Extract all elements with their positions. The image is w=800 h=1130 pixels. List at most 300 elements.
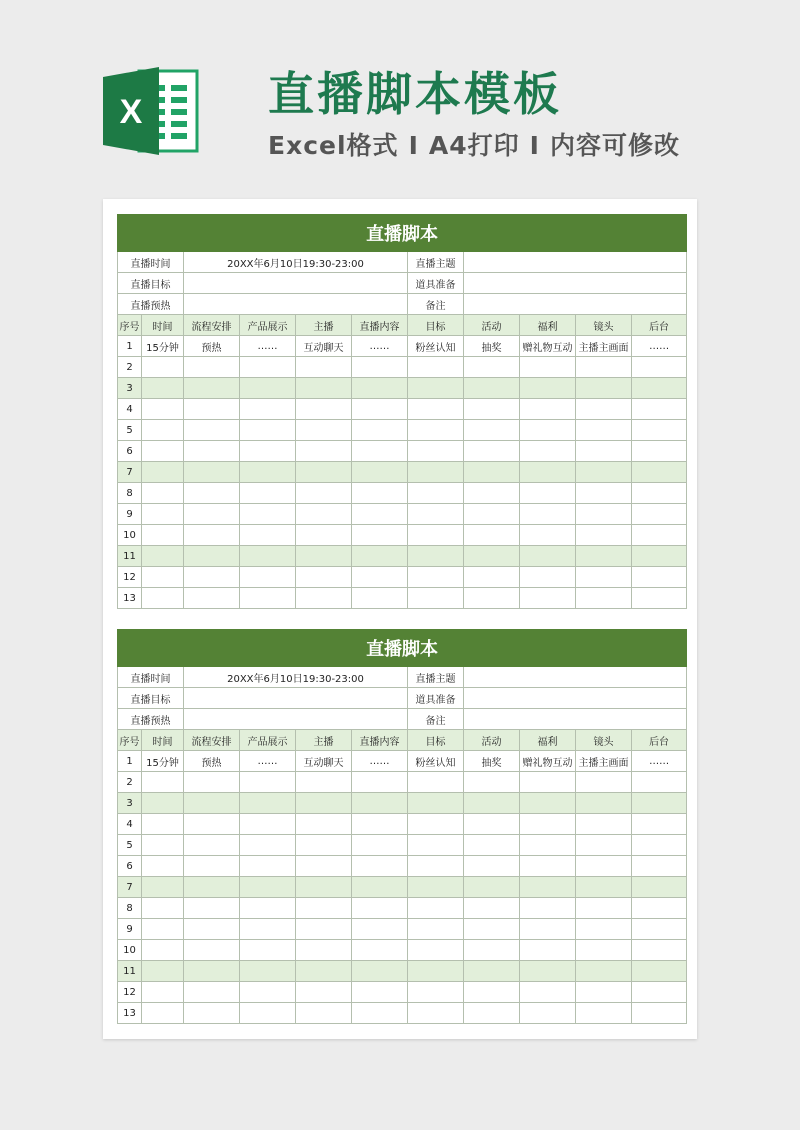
table-cell[interactable] (296, 772, 352, 793)
table-cell[interactable] (576, 940, 632, 961)
table-cell[interactable] (240, 793, 296, 814)
table-row (118, 378, 687, 399)
table-cell[interactable] (142, 357, 184, 378)
table-cell[interactable] (520, 856, 576, 877)
table-cell[interactable] (142, 483, 184, 504)
script-table-2 (117, 629, 687, 1024)
table-cell[interactable] (520, 420, 576, 441)
table-cell[interactable] (184, 919, 240, 940)
table-cell[interactable] (296, 856, 352, 877)
table-cell[interactable] (352, 420, 408, 441)
table-cell[interactable] (352, 588, 408, 609)
column-header: 时间 (142, 315, 184, 336)
table-cell[interactable] (142, 877, 184, 898)
table-cell[interactable] (408, 504, 464, 525)
table-cell[interactable] (352, 567, 408, 588)
table-cell[interactable] (142, 441, 184, 462)
table-cell[interactable] (576, 877, 632, 898)
table-cell[interactable] (142, 940, 184, 961)
table-cell[interactable] (352, 940, 408, 961)
table-cell[interactable]: …… (240, 336, 296, 357)
table-cell[interactable] (296, 961, 352, 982)
table-cell[interactable] (576, 772, 632, 793)
table-cell[interactable] (632, 420, 687, 441)
table-cell[interactable] (464, 567, 520, 588)
table-cell[interactable] (352, 441, 408, 462)
table-cell[interactable] (632, 357, 687, 378)
row-number: 3 (118, 793, 142, 814)
table-cell[interactable] (184, 546, 240, 567)
note-value[interactable] (464, 709, 687, 730)
table-cell[interactable]: …… (352, 336, 408, 357)
table-cell[interactable] (142, 1003, 184, 1024)
table-cell[interactable] (464, 504, 520, 525)
table-cell[interactable] (520, 898, 576, 919)
table-cell[interactable] (576, 982, 632, 1003)
table-title: 直播脚本 (118, 630, 687, 667)
table-cell[interactable] (632, 835, 687, 856)
table-cell[interactable] (408, 898, 464, 919)
table-cell[interactable] (184, 1003, 240, 1024)
table-cell[interactable] (296, 525, 352, 546)
row-number: 13 (118, 1003, 142, 1024)
table-cell[interactable] (408, 525, 464, 546)
table-row (118, 483, 687, 504)
table-cell[interactable] (240, 504, 296, 525)
table-cell[interactable] (632, 940, 687, 961)
table-cell[interactable] (352, 772, 408, 793)
row-number: 11 (118, 961, 142, 982)
row-number: 4 (118, 399, 142, 420)
table-cell[interactable] (632, 1003, 687, 1024)
table-cell[interactable] (464, 399, 520, 420)
table-cell[interactable] (240, 525, 296, 546)
table-cell[interactable] (240, 898, 296, 919)
table-cell[interactable] (520, 814, 576, 835)
table-cell[interactable] (352, 982, 408, 1003)
table-cell[interactable] (464, 357, 520, 378)
table-cell[interactable] (184, 420, 240, 441)
table-cell[interactable] (142, 961, 184, 982)
table-cell[interactable] (408, 462, 464, 483)
table-cell[interactable] (184, 982, 240, 1003)
table-cell[interactable] (240, 919, 296, 940)
live-goal-label: 直播目标 (118, 273, 184, 294)
row-number: 8 (118, 898, 142, 919)
table-cell[interactable] (352, 357, 408, 378)
table-cell[interactable] (464, 546, 520, 567)
table-cell[interactable] (352, 399, 408, 420)
table-cell[interactable] (142, 835, 184, 856)
table-cell[interactable] (632, 793, 687, 814)
table-cell[interactable] (520, 357, 576, 378)
table-cell[interactable] (142, 378, 184, 399)
table-cell[interactable] (464, 814, 520, 835)
table-cell[interactable] (520, 877, 576, 898)
table-cell[interactable] (576, 441, 632, 462)
table-cell[interactable] (352, 919, 408, 940)
table-cell[interactable] (408, 588, 464, 609)
table-cell[interactable] (576, 483, 632, 504)
table-cell[interactable] (576, 357, 632, 378)
table-row (118, 898, 687, 919)
table-cell[interactable] (352, 898, 408, 919)
table-cell[interactable] (632, 814, 687, 835)
table-cell[interactable] (408, 483, 464, 504)
table-cell[interactable] (408, 793, 464, 814)
table-cell[interactable] (296, 982, 352, 1003)
table-cell[interactable]: …… (632, 751, 687, 772)
table-cell[interactable] (296, 814, 352, 835)
table-cell[interactable] (408, 814, 464, 835)
column-header: 序号 (118, 315, 142, 336)
column-header: 目标 (408, 315, 464, 336)
table-cell[interactable] (576, 898, 632, 919)
table-cell[interactable] (240, 961, 296, 982)
table-cell[interactable] (576, 399, 632, 420)
table-cell[interactable] (352, 546, 408, 567)
table-cell[interactable] (184, 504, 240, 525)
table-cell[interactable] (408, 856, 464, 877)
table-cell[interactable] (184, 961, 240, 982)
table-cell[interactable] (576, 378, 632, 399)
table-cell[interactable] (142, 525, 184, 546)
live-time-value[interactable]: 20XX年6月10日19:30-23:00 (184, 252, 408, 273)
table-cell[interactable] (352, 525, 408, 546)
table-cell[interactable] (520, 483, 576, 504)
table-cell[interactable]: …… (632, 336, 687, 357)
table-cell[interactable] (142, 504, 184, 525)
table-cell[interactable] (296, 898, 352, 919)
table-cell[interactable] (296, 588, 352, 609)
table-cell[interactable] (296, 546, 352, 567)
table-cell[interactable] (464, 856, 520, 877)
table-cell[interactable] (632, 378, 687, 399)
table-cell[interactable] (240, 835, 296, 856)
table-cell[interactable] (240, 441, 296, 462)
table-cell[interactable] (520, 525, 576, 546)
table-cell[interactable] (184, 399, 240, 420)
table-cell[interactable] (464, 525, 520, 546)
table-cell[interactable] (632, 399, 687, 420)
table-cell[interactable] (632, 772, 687, 793)
table-cell[interactable] (352, 961, 408, 982)
table-cell[interactable]: 粉丝认知 (408, 751, 464, 772)
table-cell[interactable] (296, 940, 352, 961)
table-cell[interactable] (142, 919, 184, 940)
table-cell[interactable] (632, 919, 687, 940)
table-cell[interactable] (142, 982, 184, 1003)
row-number: 1 (118, 336, 142, 357)
table-cell[interactable] (352, 1003, 408, 1024)
table-cell[interactable] (520, 982, 576, 1003)
table-cell[interactable] (240, 399, 296, 420)
table-cell[interactable] (520, 793, 576, 814)
column-header: 镜头 (576, 730, 632, 751)
table-cell[interactable] (296, 835, 352, 856)
page-title: 直播脚本模板 (268, 67, 562, 121)
table-cell[interactable] (520, 567, 576, 588)
table-cell[interactable] (408, 982, 464, 1003)
table-cell[interactable] (184, 856, 240, 877)
table-cell[interactable] (184, 793, 240, 814)
table-cell[interactable] (576, 856, 632, 877)
table-cell[interactable] (142, 793, 184, 814)
table-cell[interactable] (576, 961, 632, 982)
table-cell[interactable] (240, 378, 296, 399)
table-cell[interactable] (576, 525, 632, 546)
table-cell[interactable]: 抽奖 (464, 336, 520, 357)
table-cell[interactable] (296, 877, 352, 898)
table-cell[interactable] (240, 462, 296, 483)
table-cell[interactable] (632, 877, 687, 898)
table-cell[interactable] (408, 877, 464, 898)
table-cell[interactable] (520, 378, 576, 399)
table-cell[interactable]: 赠礼物互动 (520, 336, 576, 357)
table-cell[interactable] (464, 961, 520, 982)
table-cell[interactable] (240, 546, 296, 567)
table-cell[interactable] (296, 357, 352, 378)
table-cell[interactable] (632, 982, 687, 1003)
table-cell[interactable] (408, 940, 464, 961)
table-cell[interactable] (352, 793, 408, 814)
table-cell[interactable] (632, 567, 687, 588)
table-cell[interactable] (408, 441, 464, 462)
table-cell[interactable] (520, 940, 576, 961)
table-cell[interactable] (464, 1003, 520, 1024)
table-cell[interactable] (184, 441, 240, 462)
table-cell[interactable] (296, 483, 352, 504)
table-cell[interactable] (240, 982, 296, 1003)
table-cell[interactable] (240, 588, 296, 609)
table-cell[interactable] (576, 462, 632, 483)
table-cell[interactable] (184, 525, 240, 546)
table-cell[interactable] (520, 399, 576, 420)
table-cell[interactable] (240, 483, 296, 504)
table-cell[interactable] (464, 378, 520, 399)
table-cell[interactable] (576, 835, 632, 856)
table-cell[interactable] (352, 504, 408, 525)
table-cell[interactable] (142, 567, 184, 588)
table-cell[interactable] (408, 835, 464, 856)
table-cell[interactable] (142, 399, 184, 420)
props-value[interactable] (464, 273, 687, 294)
table-cell[interactable] (296, 793, 352, 814)
live-goal-value[interactable] (184, 688, 408, 709)
table-cell[interactable] (408, 919, 464, 940)
table-cell[interactable] (184, 567, 240, 588)
table-cell[interactable] (240, 420, 296, 441)
live-theme-value[interactable] (464, 252, 687, 273)
note-value[interactable] (464, 294, 687, 315)
table-cell[interactable]: 赠礼物互动 (520, 751, 576, 772)
table-cell[interactable] (240, 814, 296, 835)
table-cell[interactable] (632, 441, 687, 462)
table-cell[interactable] (408, 961, 464, 982)
table-cell[interactable] (632, 546, 687, 567)
table-cell[interactable] (142, 420, 184, 441)
table-cell[interactable] (464, 919, 520, 940)
props-label: 道具准备 (408, 688, 464, 709)
table-cell[interactable] (352, 856, 408, 877)
table-cell[interactable]: 粉丝认知 (408, 336, 464, 357)
table-cell[interactable] (520, 462, 576, 483)
table-cell[interactable] (520, 441, 576, 462)
table-cell[interactable] (464, 441, 520, 462)
table-cell[interactable] (464, 982, 520, 1003)
table-cell[interactable] (184, 940, 240, 961)
table-cell[interactable] (632, 898, 687, 919)
table-cell[interactable] (184, 588, 240, 609)
table-cell[interactable] (184, 835, 240, 856)
table-cell[interactable] (408, 357, 464, 378)
subtitle-print: A4打印 (428, 131, 520, 160)
table-cell[interactable] (240, 567, 296, 588)
table-cell[interactable] (408, 1003, 464, 1024)
live-preheat-value[interactable] (184, 294, 408, 315)
table-cell[interactable] (296, 420, 352, 441)
table-cell[interactable]: 15分钟 (142, 751, 184, 772)
table-cell[interactable] (632, 856, 687, 877)
table-cell[interactable] (464, 772, 520, 793)
table-cell[interactable] (184, 772, 240, 793)
table-cell[interactable] (576, 420, 632, 441)
table-cell[interactable] (408, 546, 464, 567)
props-value[interactable] (464, 688, 687, 709)
table-cell[interactable] (464, 793, 520, 814)
table-cell[interactable]: 15分钟 (142, 336, 184, 357)
table-cell[interactable] (576, 567, 632, 588)
column-header: 后台 (632, 315, 687, 336)
table-cell[interactable]: 主播主画面 (576, 751, 632, 772)
table-cell[interactable] (184, 814, 240, 835)
table-cell[interactable]: 互动聊天 (296, 751, 352, 772)
table-cell[interactable] (296, 567, 352, 588)
table-cell[interactable] (142, 898, 184, 919)
table-cell[interactable] (240, 1003, 296, 1024)
table-cell[interactable]: 预热 (184, 336, 240, 357)
table-cell[interactable] (576, 1003, 632, 1024)
column-header: 活动 (464, 730, 520, 751)
table-cell[interactable] (464, 588, 520, 609)
table-cell[interactable] (632, 525, 687, 546)
live-theme-value[interactable] (464, 667, 687, 688)
table-cell[interactable] (184, 898, 240, 919)
table-cell[interactable] (296, 462, 352, 483)
table-cell[interactable] (184, 378, 240, 399)
row-number: 5 (118, 420, 142, 441)
table-cell[interactable] (184, 357, 240, 378)
table-cell[interactable] (352, 378, 408, 399)
table-cell[interactable] (632, 588, 687, 609)
table-cell[interactable] (142, 772, 184, 793)
table-cell[interactable] (632, 462, 687, 483)
table-cell[interactable] (352, 483, 408, 504)
table-cell[interactable] (184, 462, 240, 483)
table-cell[interactable] (576, 588, 632, 609)
table-cell[interactable] (576, 793, 632, 814)
table-cell[interactable] (632, 483, 687, 504)
table-cell[interactable] (296, 504, 352, 525)
table-cell[interactable]: 主播主画面 (576, 336, 632, 357)
script-table-1 (117, 214, 687, 609)
table-cell[interactable] (408, 420, 464, 441)
table-cell[interactable] (464, 877, 520, 898)
table-cell[interactable] (142, 546, 184, 567)
table-cell[interactable] (520, 588, 576, 609)
column-header: 镜头 (576, 315, 632, 336)
table-cell[interactable] (632, 961, 687, 982)
live-preheat-value[interactable] (184, 709, 408, 730)
table-cell[interactable] (352, 814, 408, 835)
table-cell[interactable] (352, 835, 408, 856)
table-cell[interactable] (632, 504, 687, 525)
table-cell[interactable] (408, 399, 464, 420)
table-cell[interactable]: …… (240, 751, 296, 772)
table-cell[interactable] (464, 462, 520, 483)
live-time-value[interactable]: 20XX年6月10日19:30-23:00 (184, 667, 408, 688)
table-cell[interactable] (240, 357, 296, 378)
table-cell[interactable] (296, 919, 352, 940)
live-goal-value[interactable] (184, 273, 408, 294)
table-cell[interactable] (576, 919, 632, 940)
table-cell[interactable] (408, 567, 464, 588)
table-cell[interactable]: …… (352, 751, 408, 772)
table-cell[interactable] (520, 546, 576, 567)
table-cell[interactable] (352, 877, 408, 898)
table-cell[interactable] (142, 588, 184, 609)
table-cell[interactable] (240, 940, 296, 961)
table-cell[interactable] (184, 877, 240, 898)
table-cell[interactable] (296, 399, 352, 420)
table-cell[interactable] (184, 483, 240, 504)
table-cell[interactable] (576, 546, 632, 567)
table-cell[interactable] (576, 504, 632, 525)
table-cell[interactable] (142, 462, 184, 483)
table-cell[interactable] (240, 856, 296, 877)
table-cell[interactable] (520, 772, 576, 793)
table-cell[interactable] (464, 898, 520, 919)
table-cell[interactable] (296, 441, 352, 462)
table-cell[interactable] (576, 814, 632, 835)
table-cell[interactable] (142, 814, 184, 835)
row-number: 1 (118, 751, 142, 772)
table-cell[interactable] (520, 919, 576, 940)
table-cell[interactable] (520, 835, 576, 856)
table-cell[interactable] (240, 877, 296, 898)
table-cell[interactable] (296, 1003, 352, 1024)
table-cell[interactable] (408, 772, 464, 793)
table-cell[interactable] (296, 378, 352, 399)
table-cell[interactable] (520, 1003, 576, 1024)
props-label: 道具准备 (408, 273, 464, 294)
table-cell[interactable] (142, 856, 184, 877)
table-row (118, 420, 687, 441)
table-cell[interactable]: 抽奖 (464, 751, 520, 772)
table-cell[interactable]: 预热 (184, 751, 240, 772)
table-cell[interactable]: 互动聊天 (296, 336, 352, 357)
table-row (118, 504, 687, 525)
table-cell[interactable] (464, 420, 520, 441)
table-cell[interactable] (464, 940, 520, 961)
table-cell[interactable] (464, 835, 520, 856)
table-cell[interactable] (464, 483, 520, 504)
table-cell[interactable] (520, 504, 576, 525)
table-cell[interactable] (408, 378, 464, 399)
table-cell[interactable] (520, 961, 576, 982)
table-cell[interactable] (240, 772, 296, 793)
table-cell[interactable] (352, 462, 408, 483)
